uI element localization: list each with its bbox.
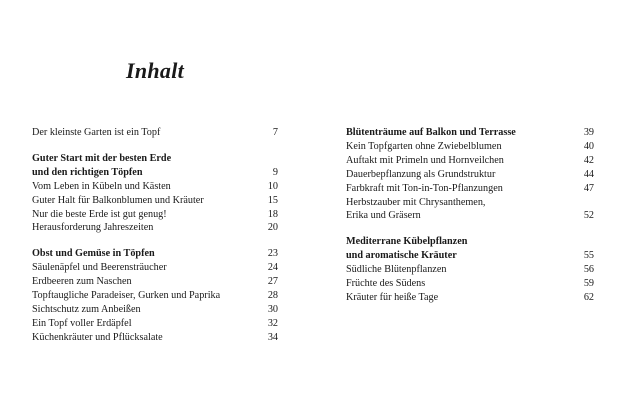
toc-entry-title: Mediterrane Kübelpflanzen und aromatische Kräuter <box>346 236 468 262</box>
toc-column-right <box>346 126 594 305</box>
toc-page-number: 44 <box>583 168 594 180</box>
toc-entry-title: Dauerbepflanzung als Grundstruktur <box>346 168 496 180</box>
toc-entry-title: Nur die beste Erde ist gut genug! <box>32 208 167 220</box>
toc-page-number: 24 <box>267 262 278 274</box>
section-gap <box>32 235 278 247</box>
toc-entry-title: Obst und Gemüse in Töpfen <box>32 248 155 260</box>
toc-entry-title: Auftakt mit Primeln und Hornveilchen <box>346 154 504 166</box>
toc-page-number: 34 <box>267 331 278 343</box>
toc-page-number: 32 <box>267 317 278 329</box>
toc-page-number: 23 <box>267 248 278 260</box>
toc-entry <box>32 194 278 208</box>
toc-page-number: 15 <box>267 194 278 206</box>
toc-page-number: 28 <box>267 290 278 302</box>
toc-page-number: 18 <box>267 208 278 220</box>
toc-page-number: 9 <box>272 166 278 178</box>
toc-entry-title: Der kleinste Garten ist ein Topf <box>32 127 161 138</box>
toc-entry-title: Topftaugliche Paradeiser, Gurken und Paprika <box>32 290 221 302</box>
toc-entry-title: Blütenträume auf Balkon und Terrasse <box>346 127 516 138</box>
toc-entry-title: Guter Start mit der besten Erde und den richtigen Töpfen <box>32 152 172 178</box>
toc-entry <box>346 263 594 277</box>
toc-page-number: 27 <box>267 276 278 288</box>
section-gap <box>346 223 594 235</box>
toc-section-heading <box>346 235 594 263</box>
toc-entry <box>346 168 594 182</box>
toc-entry <box>346 182 594 196</box>
toc-entry <box>32 289 278 303</box>
toc-section-heading <box>32 247 278 261</box>
toc-column-left <box>32 126 278 345</box>
toc-page-number: 47 <box>583 182 594 194</box>
toc-entry-title: Kein Topfgarten ohne Zwiebelblumen <box>346 140 502 152</box>
toc-entry-title: Erdbeeren zum Naschen <box>32 276 132 288</box>
toc-page-number: 59 <box>583 278 594 290</box>
toc-entry-title: Vom Leben in Kübeln und Kästen <box>32 180 171 192</box>
toc-page-number: 20 <box>267 222 278 234</box>
toc-entry <box>32 180 278 194</box>
toc-page-number: 62 <box>583 291 594 303</box>
page-title: Inhalt <box>126 58 185 83</box>
toc-entry <box>346 196 594 224</box>
toc-page-number: 39 <box>583 127 594 138</box>
toc-entry-title: Herausforderung Jahreszeiten <box>32 222 154 234</box>
toc-page-number: 30 <box>267 303 278 315</box>
toc-entry-title: Kräuter für heiße Tage <box>346 291 439 303</box>
toc-entry <box>32 331 278 345</box>
toc-entry-title: Südliche Blütenpflanzen <box>346 264 447 276</box>
toc-entry-title: Küchenkräuter und Pflücksalate <box>32 331 163 343</box>
toc-page-number: 55 <box>583 250 594 262</box>
toc-entry <box>346 140 594 154</box>
toc-entry-title: Säulenäpfel und Beerensträucher <box>32 262 167 274</box>
toc-entry-title: Ein Topf voller Erdäpfel <box>32 317 132 329</box>
toc-entry <box>32 221 278 235</box>
toc-entry <box>32 317 278 331</box>
toc-section-heading <box>346 126 594 140</box>
toc-entry <box>32 303 278 317</box>
toc-entry <box>346 277 594 291</box>
toc-entry <box>32 126 278 140</box>
toc-entry-title: Farbkraft mit Ton-in-Ton-Pflanzungen <box>346 182 503 194</box>
section-gap <box>32 140 278 152</box>
toc-page-number: 42 <box>583 154 594 166</box>
toc-entry <box>32 261 278 275</box>
toc-entry <box>32 275 278 289</box>
toc-entry-title: Guter Halt für Balkonblumen und Kräuter <box>32 194 204 206</box>
toc-entry-title: Sichtschutz zum Anbeißen <box>32 303 141 315</box>
toc-entry-title: Früchte des Südens <box>346 278 426 290</box>
toc-entry <box>32 208 278 222</box>
toc-entry-title: Herbstzauber mit Chrysanthemen, Erika und Gräsern <box>346 196 486 222</box>
toc-page-number: 52 <box>583 210 594 222</box>
toc-section-heading <box>32 152 278 180</box>
toc-entry <box>346 291 594 305</box>
toc-page-number: 40 <box>583 140 594 152</box>
toc-page-number: 10 <box>267 180 278 192</box>
toc-page-number: 56 <box>583 264 594 276</box>
toc-entry <box>346 154 594 168</box>
toc-page-number: 7 <box>272 127 278 138</box>
